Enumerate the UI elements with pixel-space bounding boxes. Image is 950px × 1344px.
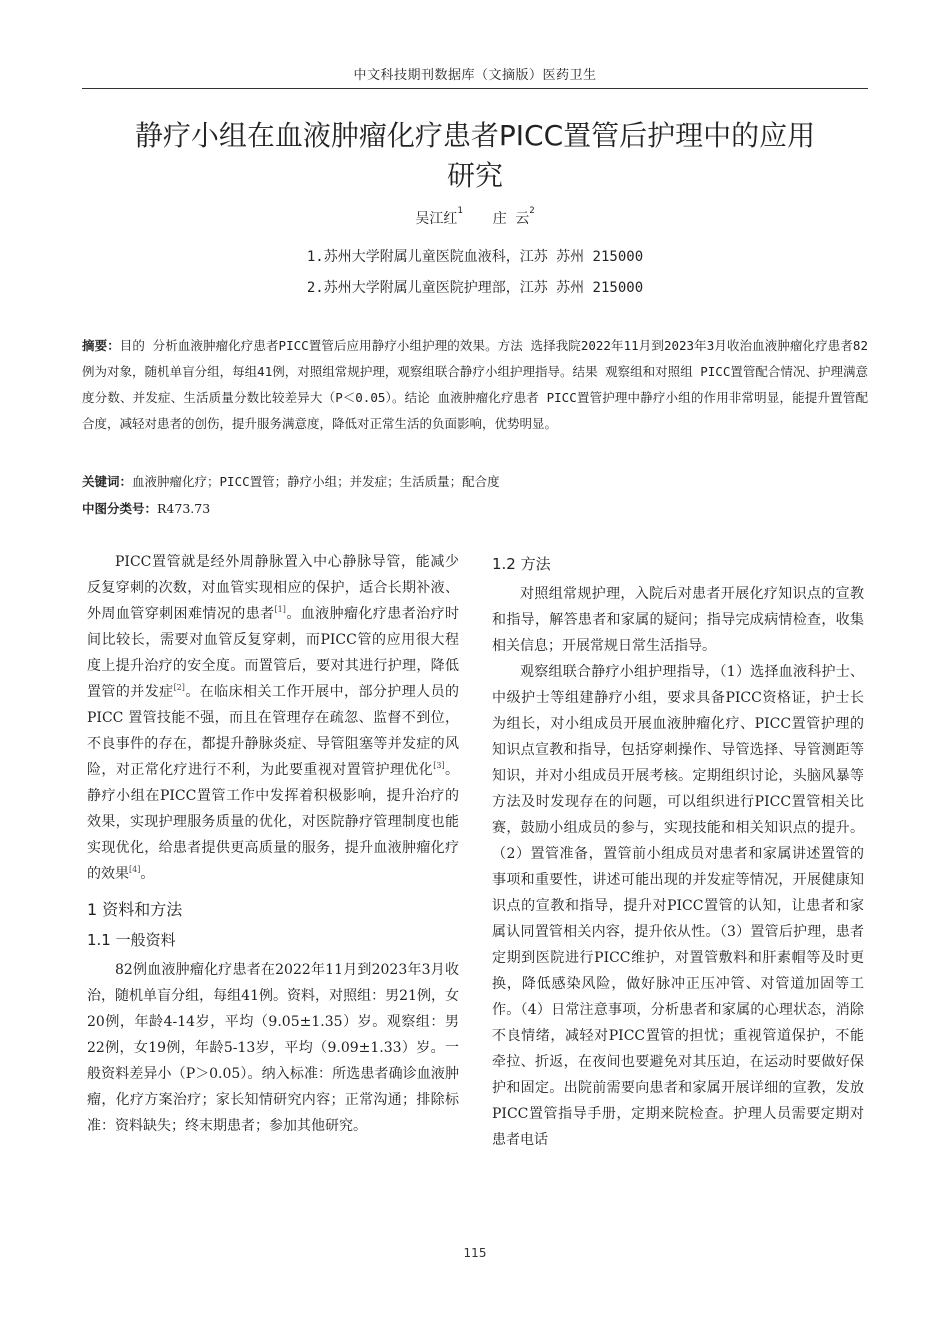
classification-label: 中图分类号： [82,501,158,516]
section-heading-1-2: 1.2 方法 [492,555,551,573]
keywords [82,469,868,495]
journal-header: 中文科技期刊数据库（文摘版）医药卫生 [353,68,597,83]
general-info-paragraph: 82例血液肿瘤化疗患者在2022年11月到2023年3月收治，随机单盲分组，每组41例。资料，对照组：男21例，女20例，年龄4-14岁，平均（9.05±1.35）岁。观察组：男22例，女19例，年龄5-13岁，平均（9.09±1.33）岁。一般资料差异小（P＞0.05）。纳入标准：所选患者确诊血液肿瘤，化疗方案治疗；家长知情研究内容；正常沟通；排除标准：资料缺失；终末期患者；参加其他研究。 [87,962,459,1134]
abstract [82,333,868,437]
keywords-label: 关键词： [82,474,133,489]
title-line-1: 静疗小组在血液肿瘤化疗患者PICC置管后护理中的应用 [134,119,816,152]
intro-text-2: 。血液肿瘤化疗患者治疗时间比较长，需要对血管反复穿刺，而PICC管的应用很大程度上提升治疗的安全度。而置管后，要对其进行护理，降低置管的并发症 [87,606,460,700]
article-title [82,116,868,196]
author-1-affil-mark: 1 [457,206,463,216]
author-1: 吴江红 [415,211,458,227]
citation-ref-1: [1] [274,605,286,614]
author-2-affil-mark: 2 [529,206,535,216]
abstract-text: 目的 分析血液肿瘤化疗患者PICC置管后应用静疗小组护理的效果。方法 选择我院2022年11月到2023年3月收治血液肿瘤化疗患者82例为对象，随机单盲分组，每组41例，对照组常规护理，观察组联合静疗小组护理指导。结果 观察组和对照组 PICC置管配合情况、护理满意度分数、并发症、生活质量分数比较差异大（P＜0.05）。结论 血液肿瘤化疗患者 PICC置管护理中静疗小组的作用非常明显，能提升置管配合度，减轻对患者的创伤，提升服务满意度，降低对正常生活的负面影响，优势明显。 [82,338,868,431]
right-column [492,551,864,1153]
title-line-2: 研究 [446,159,503,192]
classification-number [82,496,868,522]
intro-text-3: 。在临床相关工作开展中，部分护理人员的 PICC 置管技能不强，而且在管理存在疏忽、监督不到位，不良事件的存在，都提升静脉炎症、导管阻塞等并发症的风险，对正常化疗进行不利，为此要重视对置管护理优化 [87,684,460,778]
citation-ref-4: [4] [129,865,141,874]
header-rule [82,88,868,89]
affiliation-2: 2.苏州大学附属儿童医院护理部，江苏 苏州 215000 [306,280,644,296]
intro-text-5: 。 [140,866,155,882]
affiliation-1: 1.苏州大学附属儿童医院血液科，江苏 苏州 215000 [306,249,644,265]
observation-group-paragraph: 观察组联合静疗小组护理指导，（1）选择血液科护士、中级护士等组建静疗小组，要求具备PICC资格证，护士长为组长，对小组成员开展血液肿瘤化疗、PICC置管护理的知识点宣教和指导，包括穿刺操作、导管选择、导管测距等知识，并对小组成员开展考核。定期组织讨论，头脑风暴等方法及时发现存在的问题，可以组织进行PICC置管相关比赛，鼓励小组成员的参与，实现技能和相关知识点的提升。（2）置管准备，置管前小组成员对患者和家属讲述置管的事项和重要性，讲述可能出现的并发症等情况，开展健康知识点的宣教和指导，提升对PICC置管的认知，让患者和家属认同置管相关内容，提升依从性。（3）置管后护理，患者定期到医院进行PICC维护，对置管敷料和肝素帽等及时更换，降低感染风险，做好脉冲正压冲管、对管道加固等工作。（4）日常注意事项，分析患者和家属的心理状态，消除不良情绪，减轻对PICC置管的担忧；重视管道保护，不能牵拉、折返，在夜间也要避免对其压迫，在运动时要做好保护和固定。出院前需要向患者和家属开展详细的宣教，发放PICC置管指导手册，定期来院检查。护理人员需要定期对患者电话 [492,664,864,1148]
abstract-label: 摘要： [82,338,120,353]
citation-ref-2: [2] [173,683,185,692]
author-2: 庄 云 [492,211,530,227]
authors [82,208,868,228]
intro-paragraph [87,549,459,887]
intro-text-4: 。静疗小组在PICC置管工作中发挥着积极影响，提升治疗的效果，实现护理服务质量的优化，对医院静疗管理制度也能实现优化，给患者提供更高质量的服务，提升血液肿瘤化疗的效果 [87,762,460,882]
keywords-text: 血液肿瘤化疗；PICC置管；静疗小组；并发症；生活质量；配合度 [132,474,500,489]
section-heading-1-1: 1.1 一般资料 [87,931,176,949]
citation-ref-3: [3] [433,761,445,770]
section-heading-1: 1 资料和方法 [87,900,183,919]
control-group-paragraph: 对照组常规护理，入院后对患者开展化疗知识点的宣教和指导，解答患者和家属的疑问；指导完成病情检查，收集相关信息；开展常规日常生活指导。 [492,586,864,654]
page-number: 115 [463,1246,487,1260]
left-column [87,549,459,1139]
intro-text-1: PICC置管就是经外周静脉置入中心静脉导管，能减少反复穿刺的次数，对血管实现相应的保护，适合长期补液、外周血管穿刺困难情况的患者 [87,554,459,622]
classification-value: R473.73 [157,501,211,516]
